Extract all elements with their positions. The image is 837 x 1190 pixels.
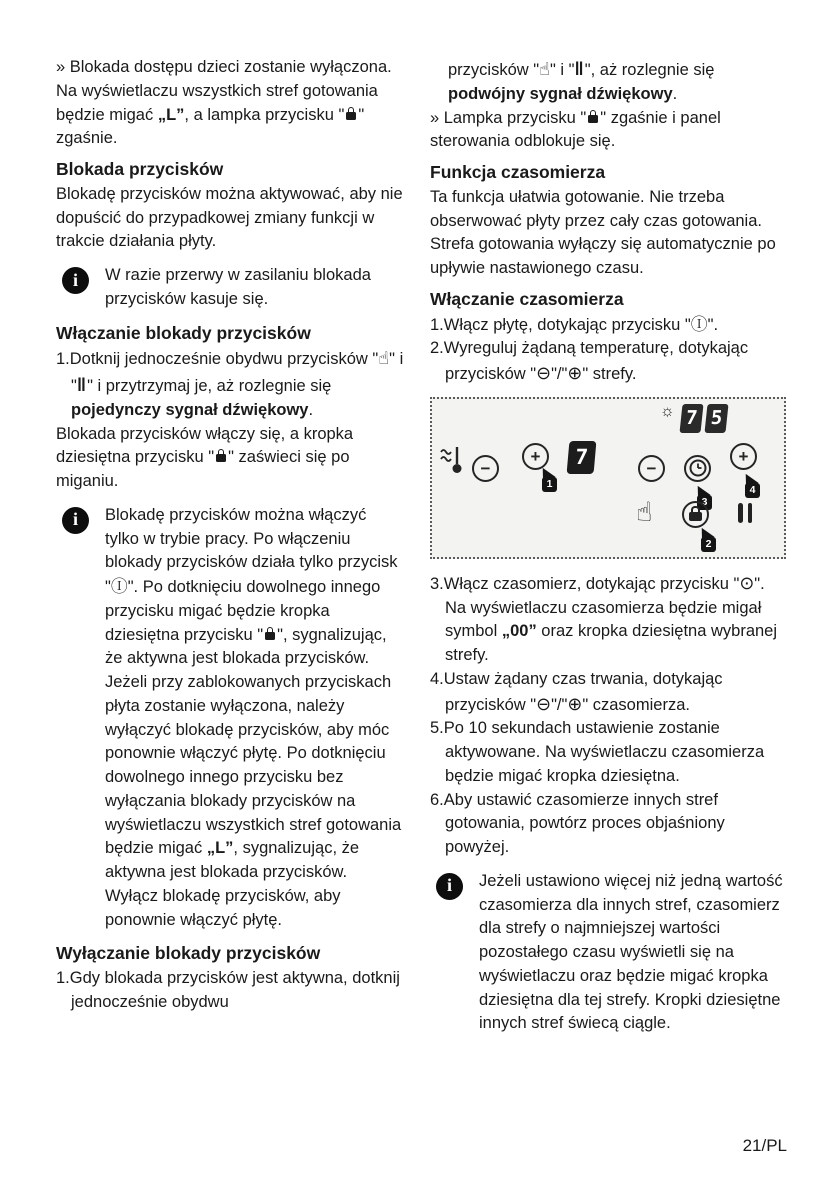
section-heading-button-lock: Blokada przycisków — [56, 159, 224, 179]
list-item: 1.Gdy blokada przycisków jest aktywna, dotknij jednocześnie obydwu — [56, 969, 400, 1011]
lock-icon — [346, 112, 356, 120]
plus-icon: ⊕ — [567, 363, 583, 383]
pause-bars-icon — [738, 503, 752, 523]
page-number: 21/PL — [742, 1136, 787, 1155]
list-item: 5.Po 10 sekundach ustawienie zostanie aktywowane. Na wyświetlaczu czasomierza będzie migać kropka dziesiętna. — [430, 719, 765, 785]
minus-icon: ⊖ — [536, 693, 552, 714]
touch-pointer-4 — [738, 473, 762, 501]
info-icon: i — [62, 507, 89, 534]
thermometer-icon — [438, 443, 464, 475]
paragraph-lock-enabled: Blokada przycisków włączy się, a kropka dziesiętna przycisku " " zaświeci się po miganiu. — [56, 424, 354, 490]
info-text: Blokadę przycisków można włączyć tylko w trybie pracy. Po włączeniu blokady przycisków działa tylko przycisk "Ⓘ". Po dotknięciu dowolnego innego przycisku migać będzie kropka dziesiętna przycisku " ", sygnalizując, że aktywna jest blokada przycisków. Jeżeli przy zablokowanych przyciskach płyta zostanie wyłączona, należy wyłączyć blokadę przycisków, aby móc ponownie włączyć płytę. Po dotknięciu dowolnego innego przycisku bez wyłączania blokady przycisków na wyświetlaczu wszystkich stref gotowania będzie migać „L”, sygnalizując, że aktywna jest blokada przycisków. Wyłącz blokadę przycisków, aby ponownie włączyć płytę. — [105, 505, 402, 929]
paragraph-lamp-off: » Lampka przycisku " " zgaśnie i panel sterowania odblokuje się. — [430, 108, 721, 151]
touch-icon: ☝ — [378, 348, 390, 369]
info-note — [62, 264, 404, 312]
lock-icon — [588, 115, 598, 123]
step-badge: 3 — [697, 495, 712, 510]
list-item-continuation: przycisków "☝" i "‖", aż rozlegnie się podwójny sygnał dźwiękowy. — [448, 58, 715, 103]
section-heading-enable-lock: Włączanie blokady przycisków — [56, 322, 311, 343]
timer-clock-button — [684, 455, 711, 482]
zone-minus-button: − — [472, 455, 499, 482]
info-note — [436, 870, 786, 1036]
list-item: 4.Ustaw żądany czas trwania, dotykając przycisków "⊖"/"⊕" czasomierza. — [430, 669, 723, 714]
touch-pointer-2 — [694, 527, 718, 555]
step-badge: 4 — [745, 483, 760, 498]
section-heading-enable-timer: Włączanie czasomierza — [430, 288, 624, 309]
list-item: 2.Wyreguluj żądaną temperaturę, dotykając przycisków "⊖"/"⊕" strefy. — [430, 339, 749, 383]
list-item: 6.Aby ustawić czasomierze innych stref gotowania, powtórz proces objaśniony powyżej. — [430, 790, 725, 856]
left-column — [56, 56, 404, 1046]
touch-pointer-1 — [535, 467, 559, 495]
paragraph-button-lock-intro: Blokadę przycisków można aktywować, aby nie dopuścić do przypadkowej zmiany funkcji w trakcie działania płyty. — [56, 184, 403, 251]
lock-icon — [265, 632, 275, 640]
power-icon: Ⓘ — [110, 577, 128, 596]
info-text: W razie przerwy w zasilaniu blokada przycisków kasuje się. — [105, 266, 371, 308]
clock-icon: ⊙ — [739, 572, 755, 593]
timer-display-digit: 5 — [704, 404, 728, 433]
plus-icon: ⊕ — [567, 693, 583, 714]
paragraph-child-lock: » Blokada dostępu dzieci zostanie wyłączona. Na wyświetlaczu wszystkich stref gotowania będzie migać „L”, a lampka przycisku " " zgaśnie. — [56, 58, 392, 148]
info-text: Jeżeli ustawiono więcej niż jedną wartość czasomierza dla innych stref, czasomierz dla strefy o najmniejszej wartości pozostałego czasu wyświetli się na wyświetlaczu oraz będzie migać kropka dziesiętna dla tej strefy. Kropki dziesiętne innych stref świecą ciągle. — [479, 871, 783, 1033]
heat-rays-icon: ☼ — [660, 402, 675, 420]
touch-icon: ☝ — [539, 59, 550, 79]
list-item: 1.Włącz płytę, dotykając przycisku "Ⓘ". — [430, 314, 719, 334]
info-icon: i — [62, 267, 89, 294]
pause-icon: ‖ — [76, 374, 88, 395]
power-icon: Ⓘ — [690, 314, 708, 334]
section-heading-disable-lock: Wyłączanie blokady przycisków — [56, 943, 321, 964]
lock-icon — [689, 512, 702, 521]
zone-plus-button: + — [522, 443, 549, 470]
list-item: 3.Włącz czasomierz, dotykając przycisku "⊙". Na wyświetlaczu czasomierza będzie migał symbol „00” oraz kropka dziesiętna wybranej strefy. — [430, 572, 778, 664]
timer-minus-button: − — [638, 455, 665, 482]
list-item: 1.Dotknij jednocześnie obydwu przycisków "☝" i "‖" i przytrzymaj je, aż rozlegnie się pojedynczy sygnał dźwiękowy. — [56, 348, 404, 419]
timer-display-digit: 7 — [679, 404, 703, 433]
right-column — [430, 56, 786, 1046]
timer-plus-button: + — [730, 443, 757, 470]
control-panel-diagram — [430, 397, 786, 559]
minus-icon: ⊖ — [536, 363, 552, 383]
info-icon: i — [436, 873, 463, 900]
info-note — [62, 504, 404, 933]
step-badge: 1 — [542, 477, 557, 492]
clock-icon — [688, 458, 708, 478]
zone-display: 7 — [567, 441, 597, 474]
paragraph-timer-intro: Ta funkcja ułatwia gotowanie. Nie trzeba obserwować płyty przez cały czas gotowania. Strefa gotowania wyłączy się automatycznie po upływie nastawionego czasu. — [430, 187, 776, 277]
lock-icon — [216, 454, 226, 462]
hand-icon: ☝ — [636, 496, 653, 527]
pause-icon: ‖ — [574, 58, 585, 79]
section-heading-timer: Funkcja czasomierza — [430, 162, 606, 182]
lock-button — [682, 501, 709, 528]
step-badge: 2 — [701, 537, 716, 552]
